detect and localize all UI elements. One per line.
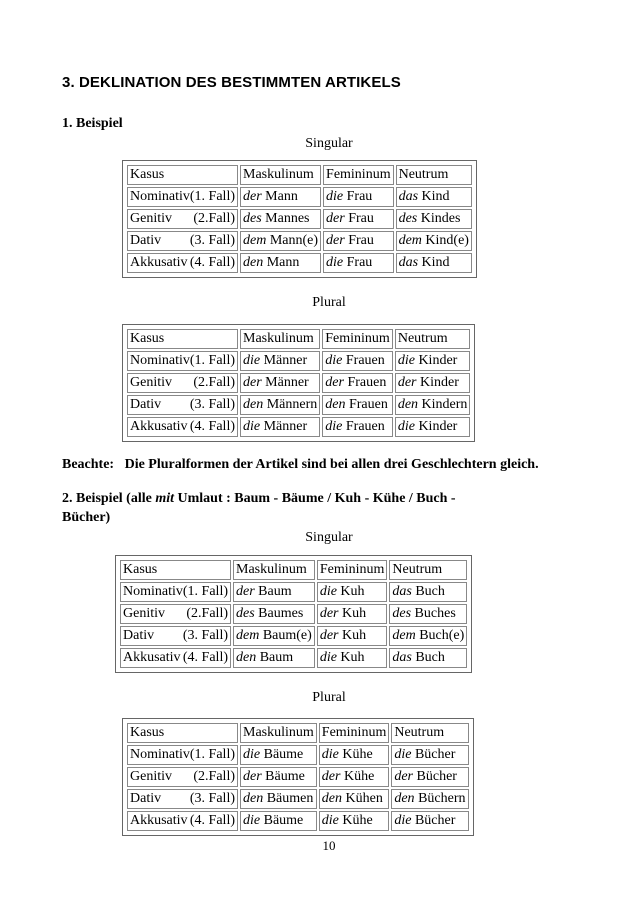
example-2-heading-mid: Umlaut : Baum - Bäume / Kuh - Kühe / Buch - — [174, 491, 456, 506]
case-name: Nominativ — [130, 747, 190, 762]
article: die — [325, 419, 343, 434]
noun: Männer — [263, 419, 308, 434]
header-cell: Kasus — [127, 329, 238, 349]
note-label: Beachte: — [62, 457, 115, 472]
article: der — [236, 584, 255, 599]
form-cell — [240, 351, 320, 371]
noun: Kühe — [343, 769, 375, 784]
article: das — [398, 255, 419, 270]
noun: Kuh — [340, 584, 365, 599]
article: den — [243, 791, 264, 806]
case-cell — [127, 351, 238, 371]
form-cell — [389, 604, 467, 624]
table-row — [127, 373, 470, 393]
case-cell — [120, 582, 231, 602]
article: die — [325, 353, 343, 368]
case-cell — [127, 209, 238, 229]
form-cell — [389, 648, 467, 668]
case-number: (3. Fall) — [189, 233, 235, 248]
form-cell — [391, 789, 468, 809]
form-cell — [396, 187, 472, 207]
form-cell — [240, 187, 321, 207]
form-cell — [322, 373, 393, 393]
noun: Frau — [346, 189, 373, 204]
case-name: Dativ — [130, 233, 162, 248]
noun: Kühe — [342, 813, 373, 828]
header-cell: Neutrum — [391, 723, 468, 743]
noun: Kind — [421, 189, 450, 204]
noun: Kuh — [340, 650, 365, 665]
case-number: (1. Fall) — [189, 353, 235, 368]
article: der — [325, 375, 344, 390]
table-row — [120, 604, 467, 624]
noun: Bäume — [263, 813, 304, 828]
example-1-singular-table — [122, 160, 477, 278]
noun: Baum(e) — [262, 628, 312, 643]
header-cell: Neutrum — [389, 560, 467, 580]
header-cell: Maskulinum — [240, 165, 321, 185]
form-cell — [391, 745, 468, 765]
table-row — [120, 626, 467, 646]
case-number: (3. Fall) — [189, 397, 235, 412]
article: der — [243, 189, 262, 204]
form-cell — [391, 811, 468, 831]
form-cell — [240, 745, 317, 765]
form-cell — [396, 209, 472, 229]
form-cell — [395, 417, 471, 437]
form-cell — [240, 789, 317, 809]
case-cell — [127, 373, 238, 393]
article: der — [319, 628, 339, 643]
noun: Buches — [414, 606, 456, 621]
article: der — [321, 769, 341, 784]
article: des — [236, 606, 255, 621]
table-row — [127, 187, 472, 207]
example-1-singular-label: Singular — [305, 136, 353, 151]
example-2-plural-label: Plural — [312, 690, 346, 705]
form-cell — [322, 351, 393, 371]
noun: Kindes — [420, 211, 461, 226]
noun: Kind — [421, 255, 450, 270]
article: des — [243, 211, 262, 226]
table-header-row — [127, 329, 470, 349]
form-cell — [240, 395, 320, 415]
article: das — [398, 189, 419, 204]
case-name: Akkusativ — [130, 813, 188, 828]
article: die — [243, 747, 261, 762]
form-cell — [395, 351, 471, 371]
form-cell — [319, 767, 390, 787]
form-cell — [323, 253, 394, 273]
table-row — [127, 767, 469, 787]
noun: Mannes — [265, 211, 310, 226]
article: die — [394, 813, 412, 828]
article: die — [397, 353, 415, 368]
noun: Männer — [263, 353, 308, 368]
noun: Frauen — [347, 375, 387, 390]
header-cell: Maskulinum — [240, 329, 320, 349]
noun: Baumes — [258, 606, 304, 621]
noun: Buch(e) — [419, 628, 465, 643]
noun: Kind(e) — [425, 233, 469, 248]
case-number: (3. Fall) — [182, 628, 228, 643]
form-cell — [240, 231, 321, 251]
case-cell — [120, 626, 231, 646]
noun: Bücher — [416, 769, 457, 784]
case-cell — [127, 231, 238, 251]
article: der — [326, 233, 345, 248]
article: dem — [236, 628, 260, 643]
form-cell — [233, 626, 315, 646]
form-cell — [319, 811, 390, 831]
table-header-row — [127, 165, 472, 185]
table-row — [127, 789, 469, 809]
example-2-plural-table — [122, 718, 474, 836]
case-number: (4. Fall) — [189, 255, 235, 270]
article: den — [236, 650, 257, 665]
noun: Baum — [258, 584, 292, 599]
article: des — [398, 211, 418, 226]
table-row — [127, 811, 469, 831]
form-cell — [233, 648, 315, 668]
case-name: Akkusativ — [130, 255, 188, 270]
case-name: Genitiv — [130, 375, 172, 390]
noun: Kindern — [421, 397, 468, 412]
case-name: Akkusativ — [123, 650, 181, 665]
case-cell — [127, 187, 238, 207]
article: der — [326, 211, 345, 226]
header-cell: Neutrum — [396, 165, 472, 185]
article: der — [243, 375, 262, 390]
article: die — [319, 650, 337, 665]
form-cell — [317, 582, 388, 602]
form-cell — [389, 626, 467, 646]
header-cell: Kasus — [120, 560, 231, 580]
noun: Kuh — [341, 606, 367, 621]
form-cell — [240, 209, 321, 229]
case-name: Genitiv — [130, 769, 172, 784]
case-number: (4. Fall) — [189, 813, 235, 828]
form-cell — [323, 209, 394, 229]
noun: Baum — [259, 650, 294, 665]
noun: Bäume — [265, 769, 305, 784]
article: den — [394, 791, 415, 806]
article: den — [243, 397, 264, 412]
form-cell — [240, 417, 320, 437]
case-number: (1. Fall) — [189, 747, 235, 762]
header-cell: Kasus — [127, 723, 238, 743]
article: die — [243, 353, 261, 368]
noun: Mann — [265, 189, 298, 204]
article: die — [326, 255, 344, 270]
example-2-heading-line2: Bücher) — [62, 510, 111, 525]
page-number: 10 — [322, 838, 336, 853]
case-number: (3. Fall) — [189, 791, 235, 806]
noun: Buch — [415, 650, 445, 665]
article: die — [243, 419, 261, 434]
table-row — [127, 253, 472, 273]
form-cell — [322, 395, 393, 415]
noun: Büchern — [418, 791, 466, 806]
table-row — [127, 417, 470, 437]
table-row — [127, 351, 470, 371]
noun: Frauen — [345, 419, 385, 434]
case-name: Nominativ — [130, 353, 190, 368]
article: der — [319, 606, 339, 621]
article: die — [326, 189, 344, 204]
noun: Bäume — [263, 747, 304, 762]
noun: Kinder — [418, 353, 458, 368]
noun: Bücher — [414, 813, 456, 828]
table-header-row — [120, 560, 467, 580]
case-cell — [127, 789, 238, 809]
case-name: Nominativ — [130, 189, 190, 204]
noun: Männer — [265, 375, 309, 390]
noun: Kühe — [342, 747, 373, 762]
form-cell — [391, 767, 468, 787]
form-cell — [395, 373, 471, 393]
article: des — [392, 606, 412, 621]
form-cell — [396, 253, 472, 273]
article: der — [394, 769, 414, 784]
article: den — [397, 397, 419, 412]
article: den — [321, 791, 342, 806]
form-cell — [317, 604, 388, 624]
article: die — [394, 747, 412, 762]
noun: Buch — [415, 584, 445, 599]
article: den — [325, 397, 346, 412]
noun: Mann(e) — [269, 233, 319, 248]
noun: Bäumen — [266, 791, 314, 806]
noun: Kinder — [418, 419, 458, 434]
header-cell: Femininum — [317, 560, 388, 580]
form-cell — [319, 789, 390, 809]
header-cell: Femininum — [323, 165, 394, 185]
table-row — [127, 209, 472, 229]
case-name: Dativ — [123, 628, 155, 643]
table-row — [127, 745, 469, 765]
article: die — [243, 813, 261, 828]
table-header-row — [127, 723, 469, 743]
form-cell — [240, 253, 321, 273]
noun: Frauen — [348, 397, 388, 412]
case-number: (4. Fall) — [182, 650, 228, 665]
article: der — [243, 769, 262, 784]
form-cell — [240, 767, 317, 787]
example-1-plural-table — [122, 324, 475, 442]
case-cell — [120, 604, 231, 624]
header-cell: Femininum — [322, 329, 393, 349]
case-number: (4. Fall) — [189, 419, 235, 434]
noun: Kinder — [420, 375, 459, 390]
article: das — [392, 584, 412, 599]
form-cell — [233, 604, 315, 624]
form-cell — [322, 417, 393, 437]
case-name: Nominativ — [123, 584, 183, 599]
table-row — [120, 582, 467, 602]
case-name: Genitiv — [130, 211, 172, 226]
article: dem — [392, 628, 416, 643]
noun: Frau — [346, 255, 373, 270]
case-cell — [127, 417, 238, 437]
noun: Mann — [266, 255, 300, 270]
header-cell: Maskulinum — [233, 560, 315, 580]
case-name: Dativ — [130, 791, 162, 806]
article: den — [243, 255, 264, 270]
form-cell — [240, 373, 320, 393]
noun: Frau — [348, 233, 374, 248]
article: die — [321, 747, 339, 762]
case-cell — [120, 648, 231, 668]
noun: Bücher — [414, 747, 456, 762]
table-row — [120, 648, 467, 668]
example-2-singular-table — [115, 555, 472, 673]
case-cell — [127, 395, 238, 415]
case-number: (2.Fall) — [193, 769, 235, 784]
case-number: (2.Fall) — [186, 606, 228, 621]
section-title: 3. DEKLINATION DES BESTIMMTEN ARTIKELS — [62, 74, 401, 91]
example-2-heading-pre: 2. Beispiel (alle — [62, 491, 156, 506]
case-name: Genitiv — [123, 606, 165, 621]
example-2-heading — [62, 491, 582, 507]
example-1-heading: 1. Beispiel — [62, 116, 123, 131]
form-cell — [323, 187, 394, 207]
case-name: Dativ — [130, 397, 162, 412]
case-number: (1. Fall) — [189, 189, 235, 204]
example-2-singular-label: Singular — [305, 530, 353, 545]
article: dem — [243, 233, 267, 248]
form-cell — [389, 582, 467, 602]
table-row — [127, 231, 472, 251]
article: das — [392, 650, 412, 665]
case-number: (2.Fall) — [193, 211, 235, 226]
case-cell — [127, 253, 238, 273]
article: die — [321, 813, 339, 828]
table-row — [127, 395, 470, 415]
header-cell: Kasus — [127, 165, 238, 185]
case-cell — [127, 745, 238, 765]
form-cell — [240, 811, 317, 831]
form-cell — [233, 582, 315, 602]
header-cell: Neutrum — [395, 329, 471, 349]
case-cell — [127, 767, 238, 787]
form-cell — [317, 648, 388, 668]
form-cell — [323, 231, 394, 251]
noun: Kuh — [341, 628, 367, 643]
noun: Kühen — [345, 791, 383, 806]
form-cell — [395, 395, 471, 415]
example-1-plural-label: Plural — [312, 295, 346, 310]
article: die — [397, 419, 415, 434]
article: der — [397, 375, 417, 390]
header-cell: Maskulinum — [240, 723, 317, 743]
article: dem — [398, 233, 422, 248]
form-cell — [317, 626, 388, 646]
form-cell — [396, 231, 472, 251]
note-line — [62, 457, 539, 473]
article: die — [319, 584, 337, 599]
noun: Männern — [266, 397, 318, 412]
case-number: (1. Fall) — [182, 584, 228, 599]
noun: Frauen — [345, 353, 385, 368]
note-text: Die Pluralformen der Artikel sind bei allen drei Geschlechtern gleich. — [124, 457, 539, 472]
case-cell — [127, 811, 238, 831]
header-cell: Femininum — [319, 723, 390, 743]
example-2-heading-mit: mit — [155, 491, 174, 506]
noun: Frau — [348, 211, 374, 226]
case-number: (2.Fall) — [193, 375, 235, 390]
case-name: Akkusativ — [130, 419, 188, 434]
form-cell — [319, 745, 390, 765]
